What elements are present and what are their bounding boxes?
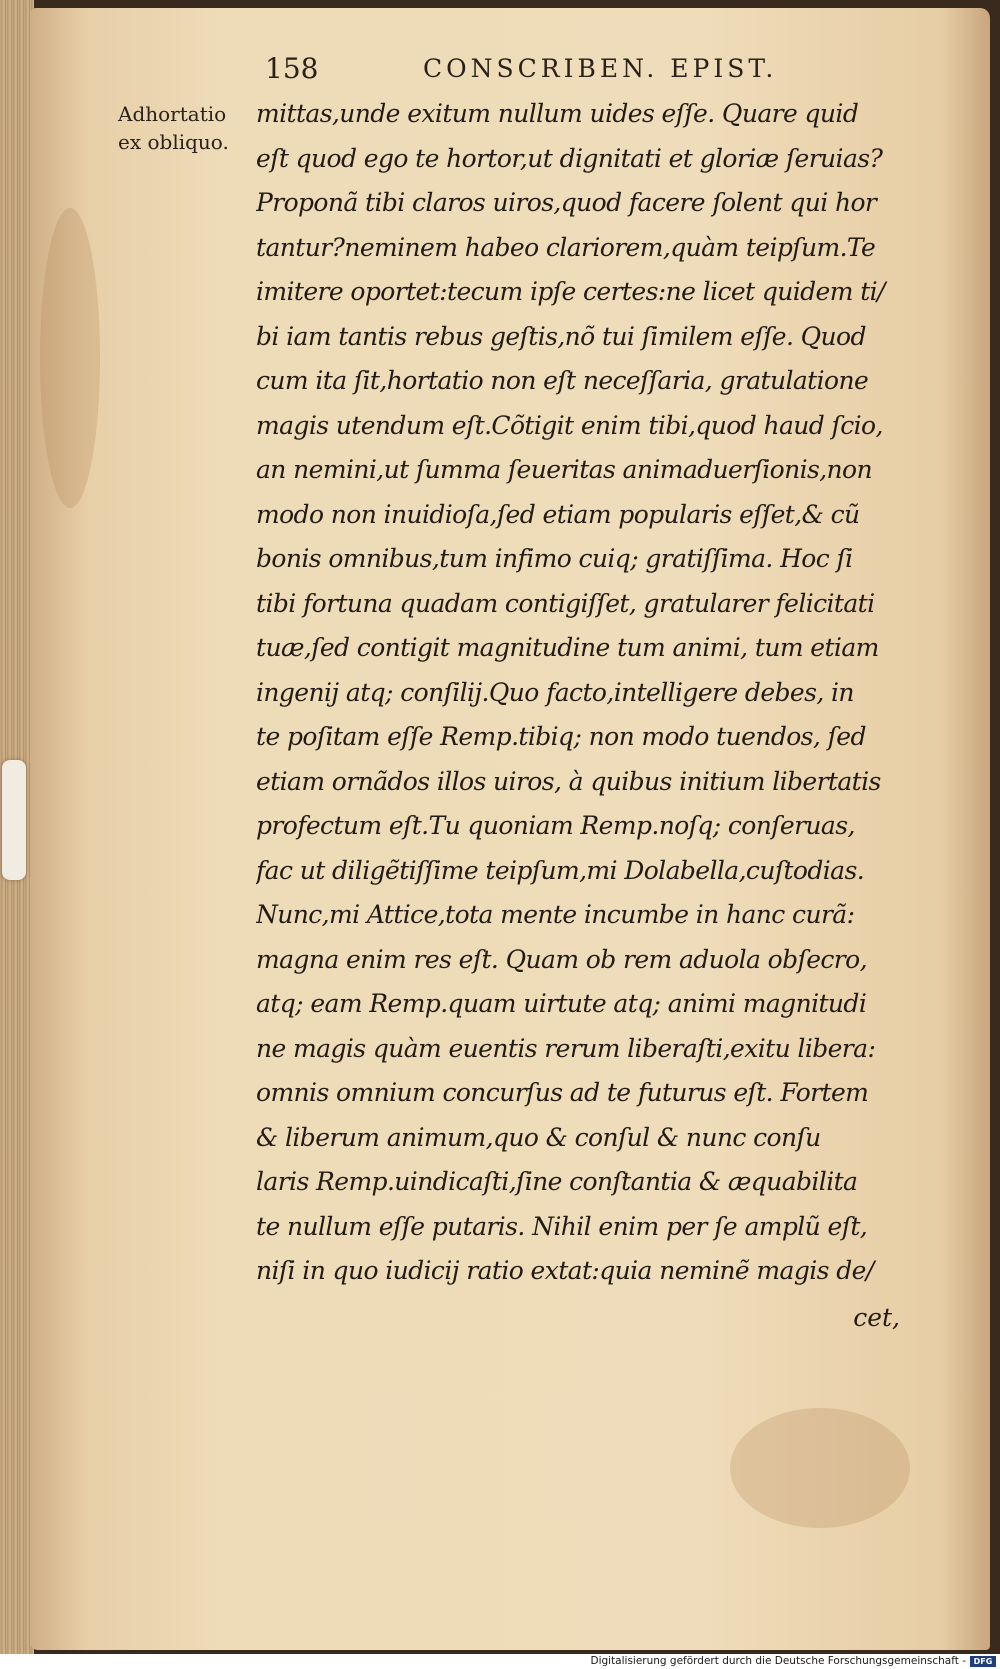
margin-note-line: ex obliquo.: [118, 130, 229, 154]
footer-credit: Digitalisierung gefördert durch die Deutsche Forschungsgemeinschaft -: [590, 1655, 966, 1667]
digitization-footer: [0, 1654, 1000, 1669]
text-line: bonis omnibus,tum infimo cuiq; gratiſſima. Hoc ſi: [256, 544, 853, 573]
margin-note: [118, 100, 268, 156]
page-header: [265, 52, 825, 86]
dfg-logo-icon: DFG: [970, 1656, 996, 1667]
text-line: atq; eam Remp.quam uirtute atq; animi magnitudi: [256, 989, 867, 1018]
text-line: tantur?neminem habeo clariorem,quàm teipſum.Te: [256, 232, 876, 262]
text-line: imitere oportet:tecum ipſe certes:ne licet quidem ti/: [256, 277, 885, 306]
text-line: laris Remp.uindicaſti,ſine conſtantia & æquabilita: [256, 1167, 858, 1196]
catchword: cet,: [853, 1303, 900, 1332]
page-number: 158: [265, 52, 319, 85]
paper-stain: [40, 208, 100, 508]
text-line: & liberum animum,quo & conſul & nunc conſu: [256, 1122, 821, 1152]
text-line: etiam ornãdos illos uiros, à quibus initium libertatis: [256, 766, 881, 796]
text-line: te nullum eſſe putaris. Nihil enim per ſe amplũ eſt,: [256, 1211, 868, 1241]
page-clip: [2, 760, 26, 880]
text-line: bi iam tantis rebus geſtis,nõ tui ſimilem eſſe. Quod: [256, 321, 866, 351]
paper-stain: [730, 1408, 910, 1528]
text-line: Nunc,mi Attice,tota mente incumbe in hanc curã:: [256, 900, 855, 929]
text-line: eſt quod ego te hortor,ut dignitati et gloriæ ſeruias?: [256, 143, 883, 173]
margin-note-line: Adhortatio: [118, 102, 227, 126]
text-line: ne magis quàm euentis rerum liberaſti,exitu libera:: [256, 1033, 876, 1063]
text-line: modo non inuidioſa,ſed etiam popularis eſſet,& cũ: [256, 499, 860, 529]
text-line: ingenij atq; conſilij.Quo facto,intelligere debes, in: [256, 677, 854, 707]
running-head: CONSCRIBEN. EPIST.: [423, 54, 778, 83]
text-line: profectum eſt.Tu quoniam Remp.noſq; conſeruas,: [256, 811, 855, 840]
text-line: magis utendum eſt.Cõtigit enim tibi,quod haud ſcio,: [256, 410, 883, 440]
text-line: Proponã tibi claros uiros,quod facere ſolent qui hor: [256, 188, 877, 217]
text-line: omnis omnium concurſus ad te futurus eſt. Fortem: [256, 1078, 869, 1107]
text-line: niſi in quo iudicij ratio extat:quia neminẽ magis de/: [256, 1256, 874, 1285]
text-line: mittas,unde exitum nullum uides eſſe. Quare quid: [256, 99, 859, 128]
text-line: te poſitam eſſe Remp.tibiq; non modo tuendos, ſed: [256, 722, 866, 751]
text-line: tibi fortuna quadam contigiſſet, gratularer felicitati: [256, 588, 875, 618]
text-line: magna enim res eſt. Quam ob rem aduola obſecro,: [256, 944, 867, 974]
text-line: tuæ,ſed contigit magnitudine tum animi, tum etiam: [256, 633, 879, 662]
text-line: an nemini,ut ſumma ſeueritas animaduerſionis,non: [256, 455, 873, 484]
body-text: [256, 92, 936, 1294]
text-line: fac ut diligẽtiſſime teipſum,mi Dolabella,cuſtodias.: [256, 855, 865, 885]
text-line: cum ita ſit,hortatio non eſt neceſſaria, gratulatione: [256, 366, 869, 395]
